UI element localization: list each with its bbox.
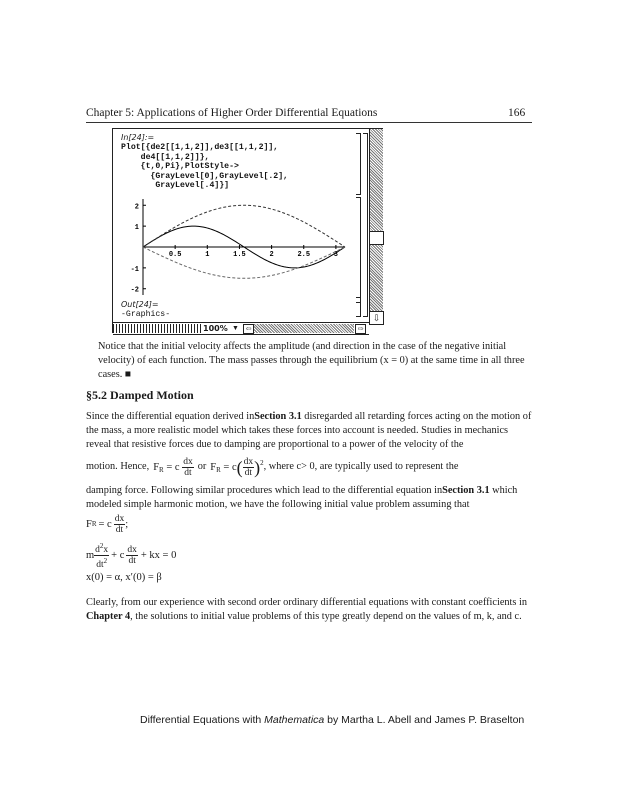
series-line-de3 [143,205,345,247]
p2-lead: motion. Hence, [86,461,150,472]
scroll-right-arrow[interactable]: ⇨ [355,324,366,334]
input-label: In[24]:= [121,133,155,142]
section-ref[interactable]: Section 3.1 [442,485,490,496]
code-line: de4[[1,1,2]]}, [121,152,210,162]
code-line: GrayLevel[.4]}] [121,181,230,191]
code-line: Plot[{de2[[1,1,2]],de3[[1,1,2]], [121,143,279,152]
formula-fr-linear: $F_R = c$ $\frac{dx}{dt}$ [153,456,193,478]
bottom-bar [113,322,369,335]
p4-text: Clearly, from our experience with second order ordinary differential equations with constant coefficients in [86,597,527,608]
paragraph-1 [86,410,534,452]
zoom-dropdown-icon[interactable]: ▼ [232,324,239,332]
code-block[interactable] [121,143,288,191]
equation-ode: m $\frac{d^2x}{dt^2}$ + c $\frac{dx}{dt}$ + kx = 0 [86,541,177,570]
x-tick-label: 1 [205,251,210,259]
graphics-cell-bracket[interactable] [356,197,361,303]
output-label: Out[24]= [121,300,159,309]
p2-tail: , where c> 0, are typically used to represent the [263,461,459,472]
chapter-ref[interactable]: Chapter 4 [86,611,131,622]
page-number: 166 [508,107,526,119]
p4-text-after: , the solutions to initial value problems of this type greatly depend on the values of m, k, and c. [130,611,522,622]
notebook-window [112,128,383,333]
formula-fr-quadratic: $F_R = c$( $\frac{dx}{dt}$ )$^2$ [210,457,264,479]
output-cell-bracket[interactable] [356,297,361,317]
x-tick-label: 0.5 [168,251,182,259]
section-heading: §5.2 Damped Motion [86,388,194,402]
vertical-scrollbar[interactable] [369,129,383,311]
y-tick-label: 1 [134,224,139,233]
horizontal-ruler [113,324,201,333]
code-line: {t,0,Pi},PlotStyle-> [121,162,239,172]
equation-damping-force: F R = c $\frac{dx}{dt}$ ; [86,513,129,535]
scroll-thumb[interactable] [369,231,384,245]
footer: Differential Equations with Mathematica by Martha L. Abell and James P. Braselton [140,714,525,726]
chapter-header: Chapter 5: Applications of Higher Order Differential Equations [86,107,378,119]
initial-conditions: x(0) = α, x′(0) = β [86,572,162,583]
header-rule [86,122,532,123]
figure-caption [98,340,534,382]
scroll-down-arrow[interactable]: ⇩ [369,311,384,325]
p2-or: or [197,461,207,472]
x-tick-label: 1.5 [233,251,246,259]
paragraph-4 [86,596,534,624]
y-tick-label: 2 [134,203,139,212]
y-tick-label: -2 [130,286,139,295]
end-of-example-mark: ■ [124,369,132,380]
scroll-left-arrow[interactable]: ⇦ [243,324,254,334]
zoom-level[interactable]: 100% [203,324,228,333]
code-line: {GrayLevel[0],GrayLevel[.2], [121,171,289,181]
caption-text: Notice that the initial velocity affects the amplitude (and direction in the case of the negative initial velocity) of each function. The mass passes through the equilibrium (x = 0) at the same time in all three cases. [98,341,525,380]
input-cell-bracket[interactable] [356,133,361,195]
output-value: -Graphics- [121,310,171,319]
x-tick-label: 2 [269,251,274,259]
horizontal-scrollbar[interactable] [254,324,354,333]
x-tick-label: 3 [333,251,338,259]
p1-text: Since the differential equation derived in [86,411,255,422]
plot-graphic [113,195,353,299]
group-cell-bracket[interactable] [363,133,368,317]
p3-text: damping force. Following similar procedures which lead to the differential equation in [86,485,443,496]
p1-text-after: disregarded all retarding forces acting on the motion of the mass, a more realistic model which takes these forces into account is needed. Studies in mechanics reveal that resistive forces due to damping are proportional to a power of the velocity of the [86,411,532,450]
y-tick-label: -1 [130,265,139,274]
section-ref[interactable]: Section 3.1 [254,411,302,422]
paragraph-3 [86,484,534,512]
p3-text-after: which modeled simple harmonic motion, we have the following initial value problem assuming that [86,485,518,510]
paragraph-2 [86,452,534,482]
x-tick-label: 2.5 [297,251,311,259]
